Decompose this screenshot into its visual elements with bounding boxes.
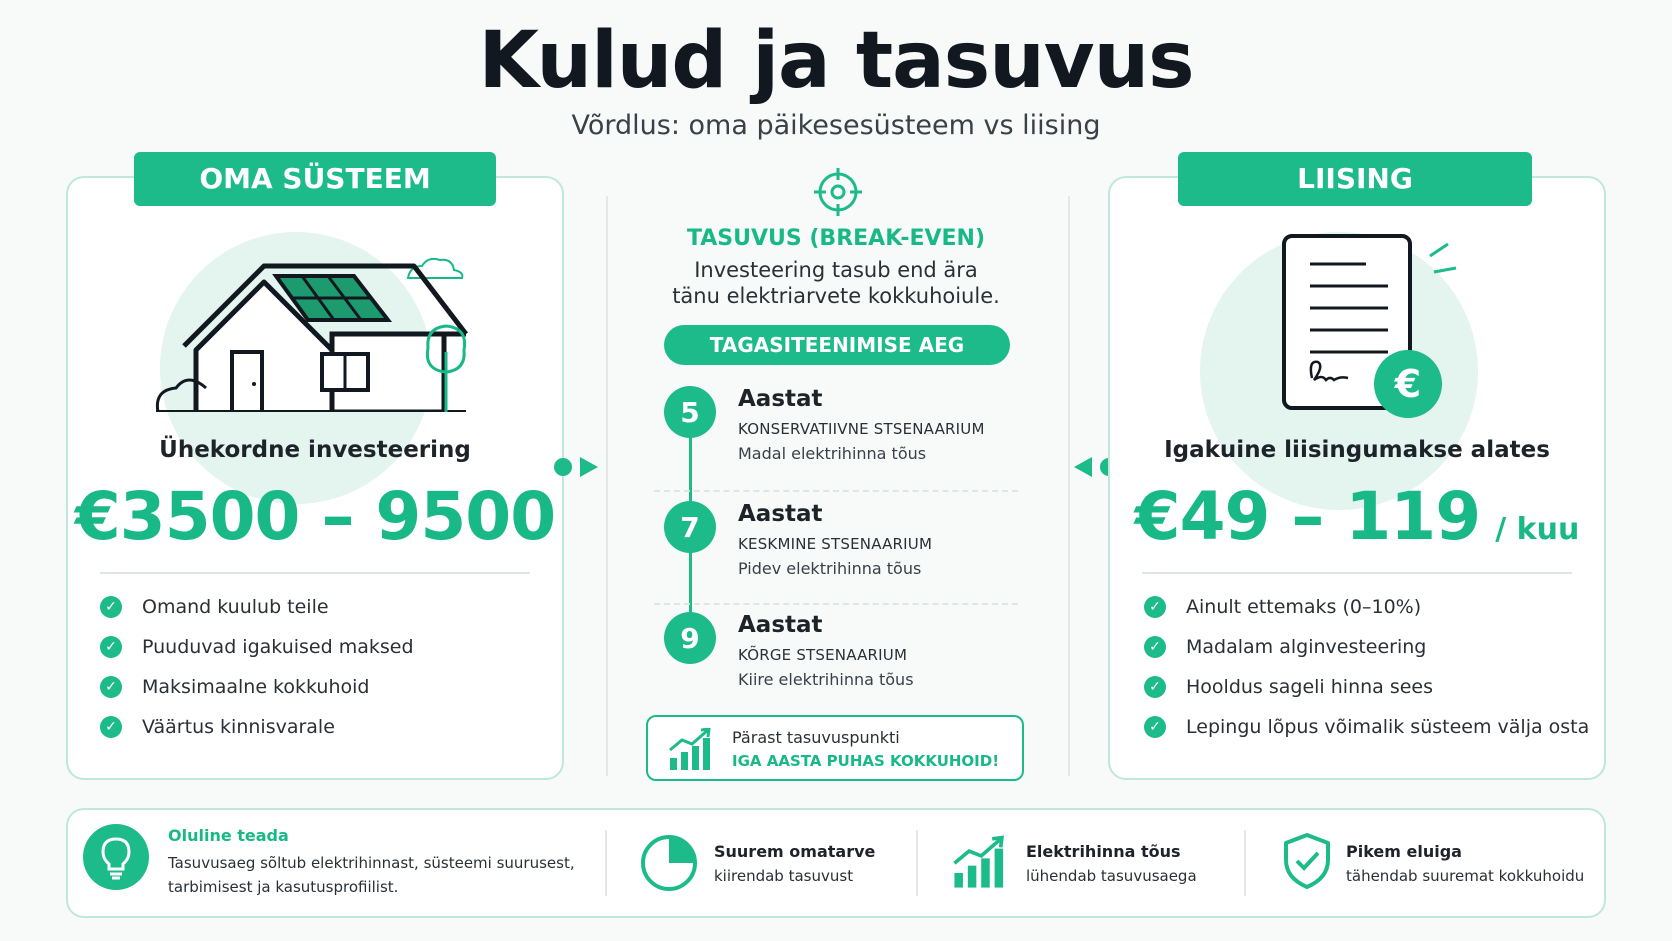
check-icon: ✓ bbox=[100, 596, 122, 618]
pie-chart-icon bbox=[640, 834, 698, 892]
lease-price-row bbox=[1108, 478, 1606, 555]
page-title: Kulud ja tasuvus bbox=[478, 16, 1194, 106]
bottom-item-self-consumption: Suurem omatarve kiirendab tasuvust bbox=[714, 842, 876, 885]
check-icon: ✓ bbox=[100, 636, 122, 658]
bottom-separator bbox=[605, 830, 607, 896]
step-years-label: Aastat bbox=[738, 386, 823, 412]
check-icon: ✓ bbox=[1144, 716, 1166, 738]
arrow-right-icon bbox=[552, 456, 600, 478]
lightbulb-icon bbox=[82, 823, 150, 891]
check-icon: ✓ bbox=[1144, 676, 1166, 698]
euro-coin-icon bbox=[1372, 348, 1444, 420]
list-item: ✓ Väärtus kinnisvarale bbox=[100, 707, 540, 747]
step-scenario: KONSERVATIIVNE STSENAARIUM bbox=[738, 420, 985, 438]
step-scenario: KESKMINE STSENAARIUM bbox=[738, 535, 933, 553]
list-item: ✓ Madalam alginvesteering bbox=[1144, 627, 1594, 667]
after-break-even-line2: IGA AASTA PUHAS KOKKUHOID! bbox=[732, 752, 1000, 770]
break-even-description-line1: Investeering tasub end ära bbox=[694, 258, 978, 282]
lease-price: €49 – 119 bbox=[1134, 478, 1481, 555]
step-number-badge: 7 bbox=[664, 501, 716, 553]
bottom-item-lifespan: Pikem eluiga tähendab suuremat kokkuhoidu bbox=[1346, 842, 1585, 885]
list-item: ✓ Maksimaalne kokkuhoid bbox=[100, 667, 540, 707]
list-item: ✓ Hooldus sageli hinna sees bbox=[1144, 667, 1594, 707]
own-system-price: €3500 – 9500 bbox=[74, 478, 556, 555]
step-years-label: Aastat bbox=[738, 501, 823, 527]
check-icon: ✓ bbox=[1144, 636, 1166, 658]
list-item: ✓ Ainult ettemaks (0–10%) bbox=[1144, 587, 1594, 627]
monthly-lease-heading: Igakuine liisingumakse alates bbox=[1164, 437, 1550, 463]
own-system-benefits bbox=[100, 587, 540, 747]
step-years-label: Aastat bbox=[738, 612, 823, 638]
divider bbox=[1142, 572, 1572, 574]
bottom-separator bbox=[916, 830, 918, 896]
payback-step-average bbox=[664, 501, 932, 578]
list-item: ✓ Puuduvad igakuised maksed bbox=[100, 627, 540, 667]
step-divider bbox=[654, 603, 1018, 605]
shield-check-icon bbox=[1282, 832, 1332, 890]
check-icon: ✓ bbox=[100, 676, 122, 698]
growth-bar-chart-icon bbox=[952, 834, 1008, 890]
divider bbox=[100, 572, 530, 574]
step-number-badge: 5 bbox=[664, 386, 716, 438]
target-icon bbox=[812, 166, 864, 218]
one-time-investment-heading: Ühekordne investeering bbox=[159, 437, 471, 463]
note-line1: Tasuvusaeg sõltub elektrihinnast, süsteemi suurusest, bbox=[168, 854, 575, 872]
house-with-solar-panels-icon bbox=[146, 242, 476, 412]
step-divider bbox=[654, 490, 1018, 492]
lease-price-unit: / kuu bbox=[1495, 512, 1580, 547]
bottom-separator bbox=[1244, 830, 1246, 896]
leasing-tab: LIISING bbox=[1178, 152, 1532, 206]
column-separator bbox=[606, 196, 608, 776]
list-item: ✓ Omand kuulub teile bbox=[100, 587, 540, 627]
check-icon: ✓ bbox=[100, 716, 122, 738]
payback-step-conservative bbox=[664, 386, 985, 463]
break-even-description-line2: tänu elektriarvete kokkuhoiule. bbox=[672, 284, 1000, 308]
bottom-item-electricity-price: Elektrihinna tõus lühendab tasuvusaega bbox=[1026, 842, 1197, 885]
after-break-even-line1: Pärast tasuvuspunkti bbox=[732, 728, 900, 747]
note-title: Oluline teada bbox=[168, 826, 289, 845]
list-item: ✓ Lepingu lõpus võimalik süsteem välja osta bbox=[1144, 707, 1594, 747]
payback-time-pill: TAGASITEENIMISE AEG bbox=[664, 325, 1010, 365]
step-number-badge: 9 bbox=[664, 612, 716, 664]
leasing-benefits bbox=[1144, 587, 1594, 747]
step-description: Pidev elektrihinna tõus bbox=[738, 559, 922, 578]
svg-text:€: € bbox=[1394, 362, 1422, 406]
column-separator bbox=[1068, 196, 1070, 776]
step-scenario: KÕRGE STSENAARIUM bbox=[738, 646, 908, 664]
growth-bar-chart-icon bbox=[668, 728, 714, 770]
payback-step-high bbox=[664, 612, 914, 689]
check-icon: ✓ bbox=[1144, 596, 1166, 618]
step-description: Madal elektrihinna tõus bbox=[738, 444, 927, 463]
step-description: Kiire elektrihinna tõus bbox=[738, 670, 914, 689]
own-system-tab: OMA SÜSTEEM bbox=[134, 152, 496, 206]
break-even-heading: TASUVUS (BREAK-EVEN) bbox=[686, 226, 986, 251]
page-subtitle: Võrdlus: oma päikesesüsteem vs liising bbox=[571, 110, 1101, 141]
note-line2: tarbimisest ja kasutusprofiilist. bbox=[168, 878, 399, 896]
